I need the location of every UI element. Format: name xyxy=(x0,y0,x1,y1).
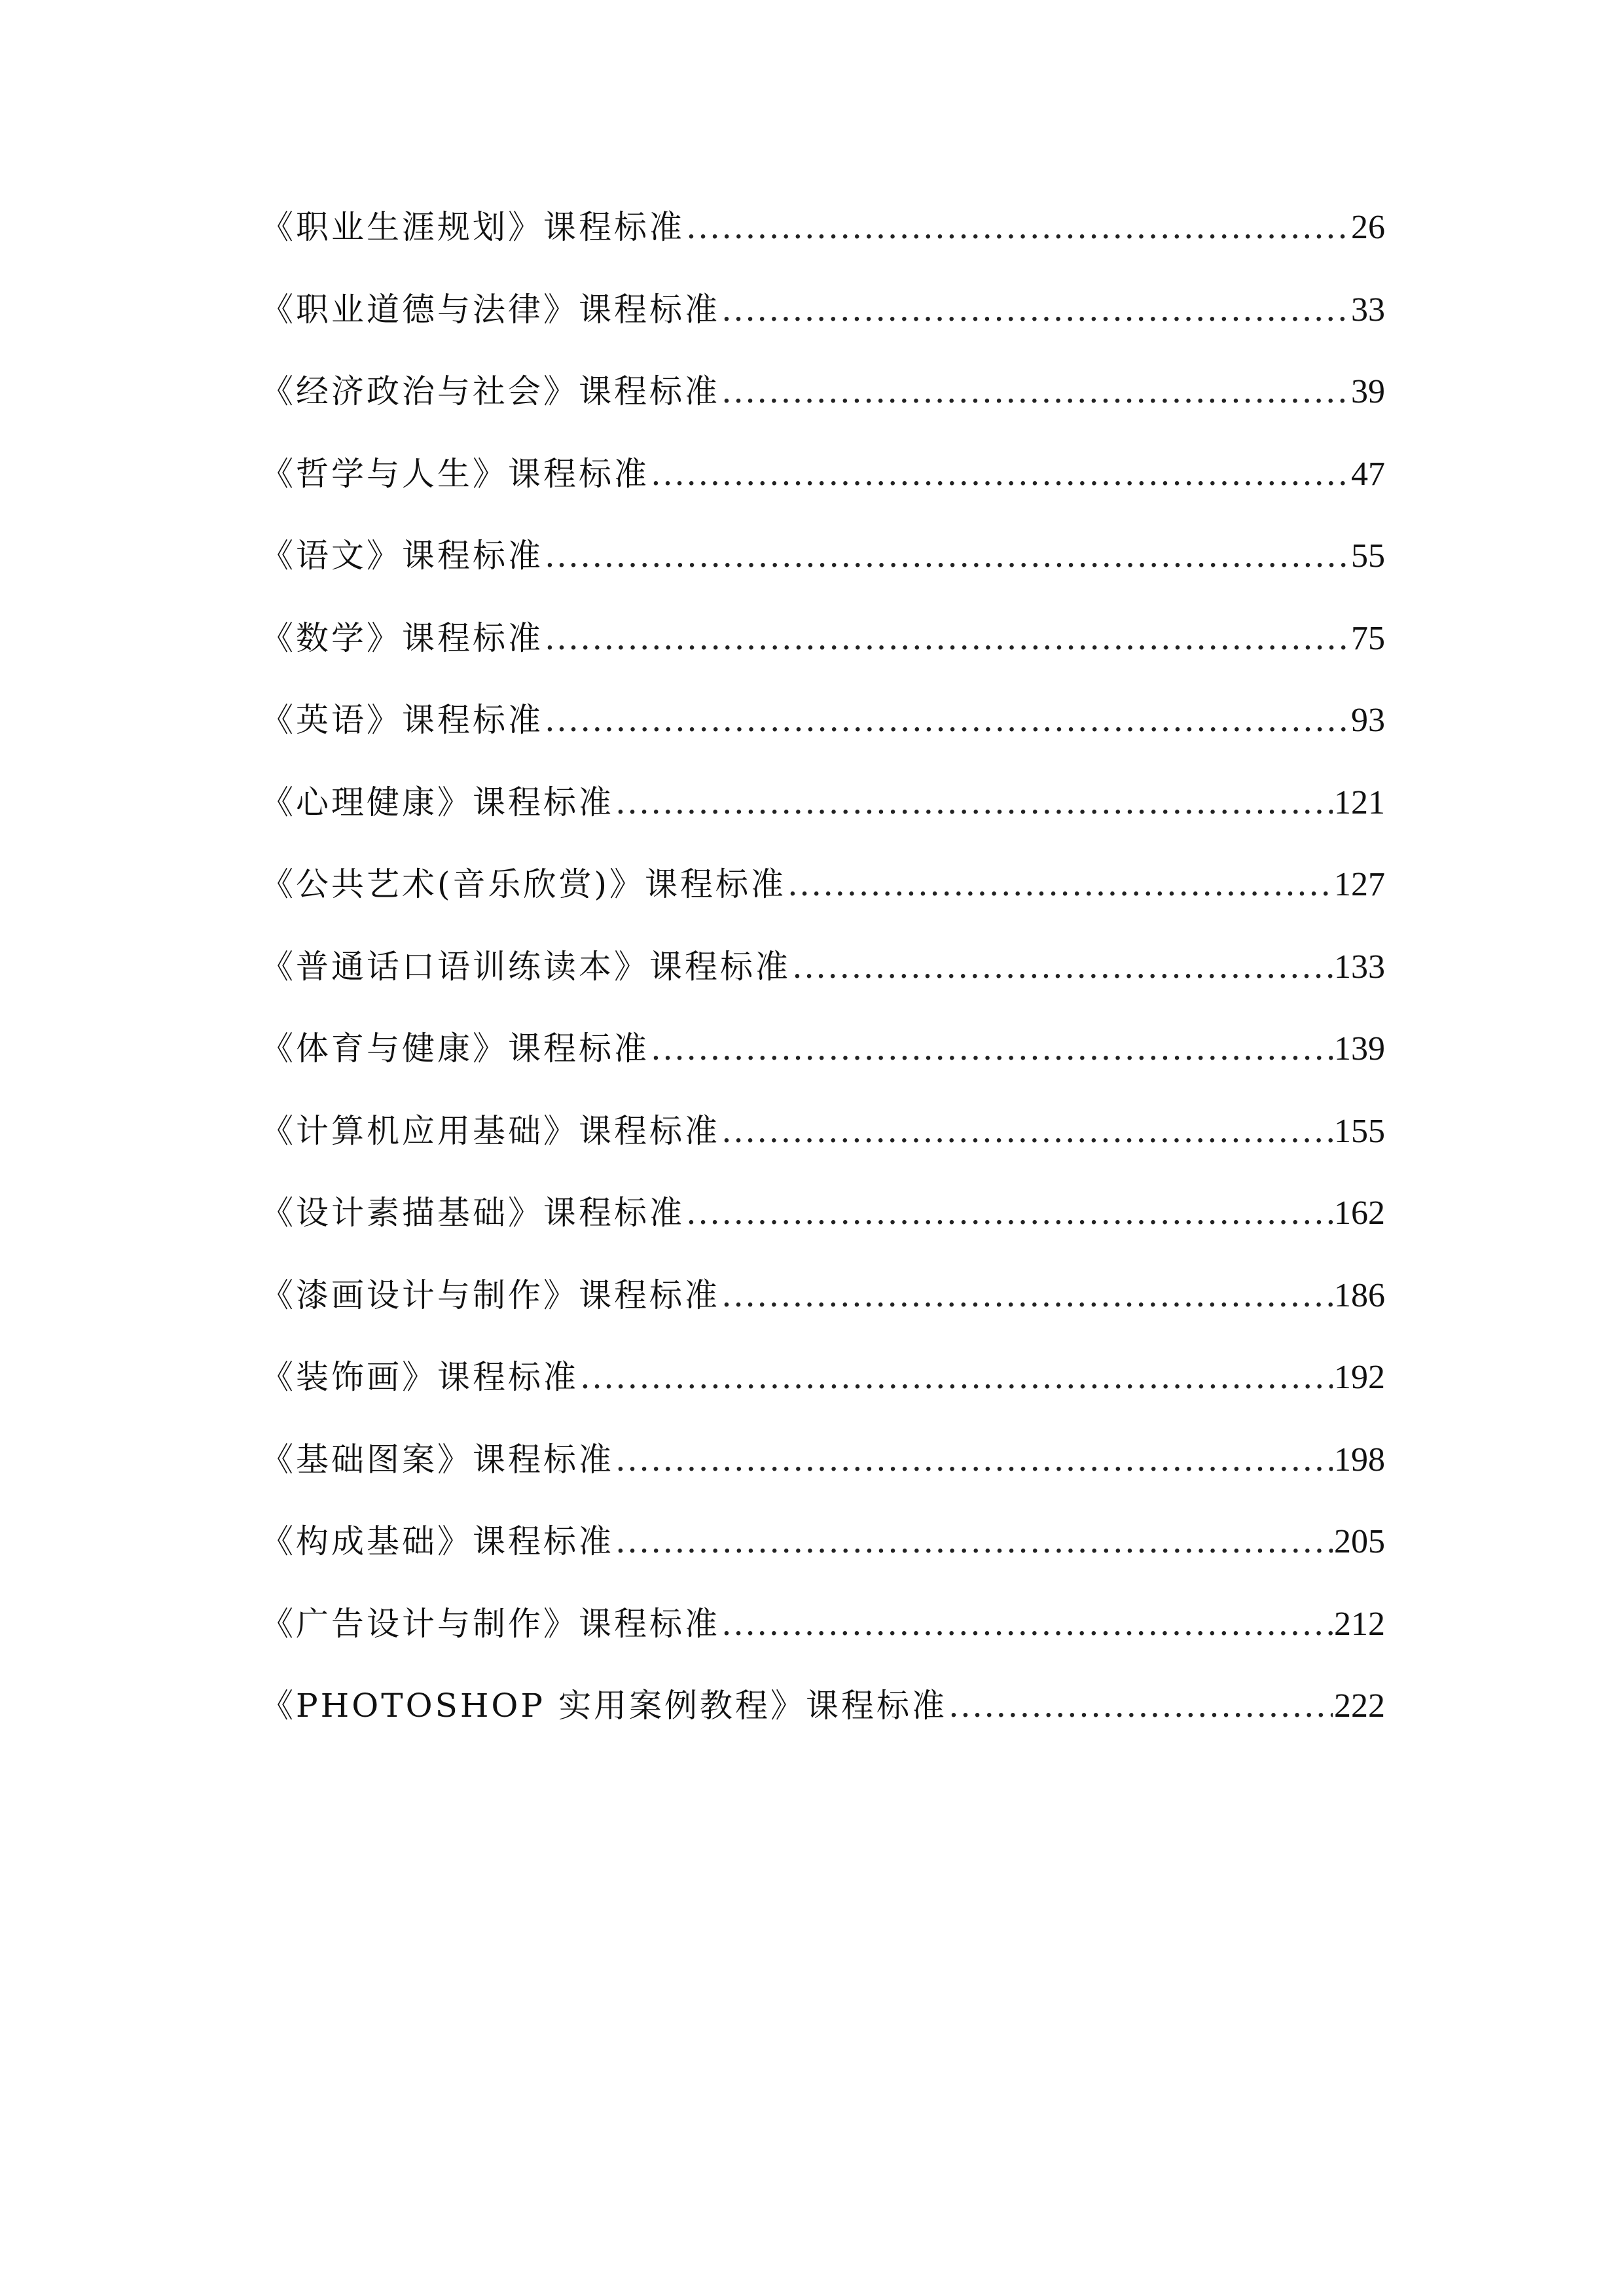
toc-entry[interactable] xyxy=(261,290,1385,376)
toc-entry-title: 《经济政治与社会》课程标准 xyxy=(261,372,720,410)
dot-leader xyxy=(615,1525,1333,1558)
table-of-contents xyxy=(261,208,1385,1772)
toc-entry-title: 《构成基础》课程标准 xyxy=(261,1522,614,1560)
dot-leader xyxy=(615,1443,1333,1476)
toc-entry-title: 《漆画设计与制作》课程标准 xyxy=(261,1276,720,1314)
toc-entry[interactable] xyxy=(261,701,1385,786)
toc-entry[interactable] xyxy=(261,1111,1385,1197)
toc-entry-title: 《计算机应用基础》课程标准 xyxy=(261,1111,720,1150)
toc-entry[interactable] xyxy=(261,1689,1385,1772)
toc-entry-title: 《语文》课程标准 xyxy=(261,537,543,575)
toc-entry-page-number: 121 xyxy=(1334,783,1385,821)
toc-entry-page-number: 93 xyxy=(1351,702,1385,739)
toc-entry[interactable] xyxy=(261,619,1385,704)
toc-entry[interactable] xyxy=(261,1276,1385,1361)
toc-entry-page-number: 33 xyxy=(1351,291,1385,329)
dot-leader xyxy=(721,1607,1333,1640)
toc-entry[interactable] xyxy=(261,208,1385,293)
toc-entry-page-number: 39 xyxy=(1351,373,1385,410)
toc-entry-title: 《心理健康》课程标准 xyxy=(261,783,614,821)
toc-entry-page-number: 55 xyxy=(1351,537,1385,575)
toc-entry-title: 《职业道德与法律》课程标准 xyxy=(261,290,720,329)
toc-entry-page-number: 222 xyxy=(1334,1687,1385,1725)
toc-entry-title: 《体育与健康》课程标准 xyxy=(261,1030,649,1067)
toc-entry[interactable] xyxy=(261,947,1385,1033)
toc-entry[interactable] xyxy=(261,1522,1385,1607)
dot-leader xyxy=(721,375,1350,408)
toc-entry[interactable] xyxy=(261,539,1385,622)
toc-entry[interactable] xyxy=(261,1358,1385,1443)
toc-entry-page-number: 75 xyxy=(1351,619,1385,657)
dot-leader xyxy=(545,539,1350,572)
toc-entry-title: 《广告设计与制作》课程标准 xyxy=(261,1604,720,1643)
toc-entry-title: 《PHOTOSHOP 实用案例教程》课程标准 xyxy=(261,1687,947,1725)
dot-leader xyxy=(686,1196,1333,1229)
dot-leader xyxy=(948,1689,1333,1722)
dot-leader xyxy=(787,868,1333,901)
dot-leader xyxy=(651,457,1350,490)
toc-entry-page-number: 47 xyxy=(1351,455,1385,493)
dot-leader xyxy=(686,211,1350,243)
toc-entry-page-number: 186 xyxy=(1334,1276,1385,1314)
toc-entry-page-number: 212 xyxy=(1334,1605,1385,1643)
dot-leader xyxy=(792,950,1333,983)
toc-entry-title: 《基础图案》课程标准 xyxy=(261,1440,614,1479)
toc-entry-title: 《英语》课程标准 xyxy=(261,701,543,739)
toc-entry-page-number: 155 xyxy=(1334,1112,1385,1150)
toc-entry-title: 《公共艺术(音乐欣赏)》课程标准 xyxy=(261,865,787,903)
toc-entry-page-number: 139 xyxy=(1334,1030,1385,1067)
dot-leader xyxy=(721,1279,1333,1312)
toc-entry-title: 《数学》课程标准 xyxy=(261,619,543,657)
toc-entry[interactable] xyxy=(261,1032,1385,1115)
toc-entry-page-number: 162 xyxy=(1334,1194,1385,1232)
dot-leader xyxy=(721,1115,1333,1147)
toc-entry-page-number: 205 xyxy=(1334,1523,1385,1560)
toc-entry-title: 《装饰画》课程标准 xyxy=(261,1358,579,1396)
toc-entry-title: 《设计素描基础》课程标准 xyxy=(261,1194,685,1232)
toc-entry[interactable] xyxy=(261,372,1385,457)
toc-entry-title: 《哲学与人生》课程标准 xyxy=(261,454,649,493)
toc-entry[interactable] xyxy=(261,783,1385,869)
toc-entry-page-number: 192 xyxy=(1334,1359,1385,1396)
dot-leader xyxy=(580,1361,1333,1393)
dot-leader xyxy=(545,704,1350,736)
toc-entry-title: 《普通话口语训练读本》课程标准 xyxy=(261,947,791,986)
toc-entry[interactable] xyxy=(261,865,1385,950)
toc-entry-page-number: 133 xyxy=(1334,948,1385,986)
toc-entry[interactable] xyxy=(261,454,1385,540)
toc-entry[interactable] xyxy=(261,1196,1385,1279)
toc-entry-page-number: 198 xyxy=(1334,1441,1385,1479)
dot-leader xyxy=(615,786,1333,819)
toc-entry-page-number: 127 xyxy=(1334,866,1385,903)
dot-leader xyxy=(545,622,1350,655)
dot-leader xyxy=(721,293,1350,326)
dot-leader xyxy=(651,1032,1333,1065)
toc-entry[interactable] xyxy=(261,1604,1385,1690)
toc-entry[interactable] xyxy=(261,1440,1385,1526)
toc-entry-title: 《职业生涯规划》课程标准 xyxy=(261,208,685,246)
toc-entry-page-number: 26 xyxy=(1351,209,1385,246)
